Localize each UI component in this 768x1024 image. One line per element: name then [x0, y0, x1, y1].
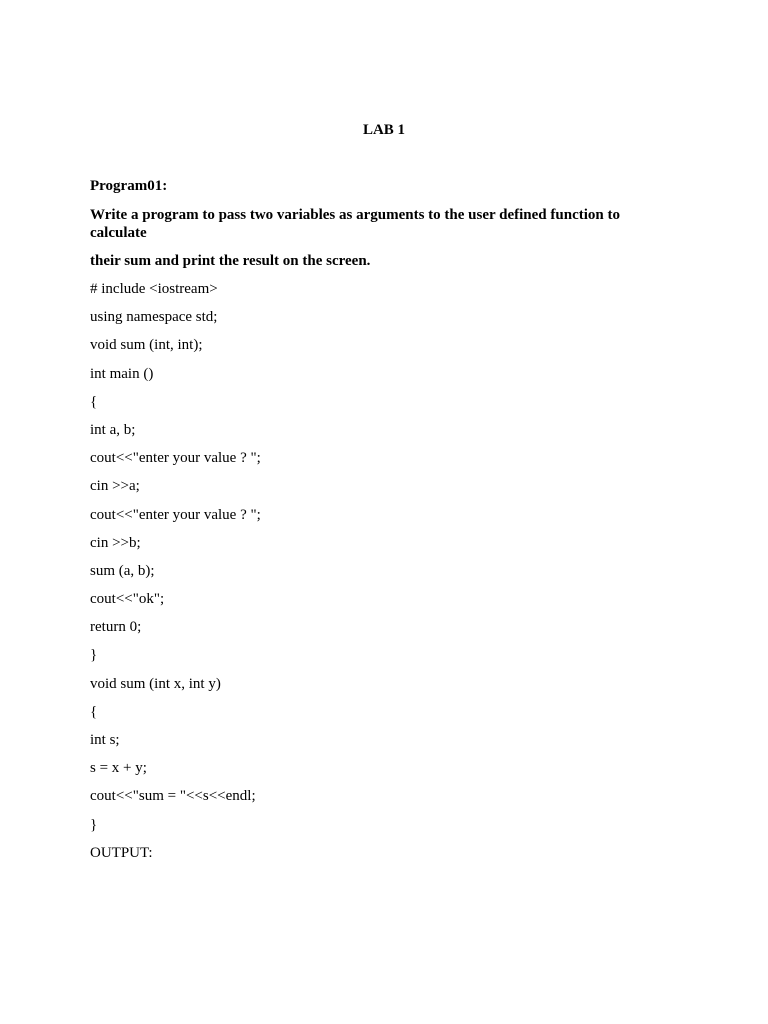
code-line: {	[90, 703, 98, 720]
task-description-line-1: Write a program to pass two variables as arguments to the user defined function to calculate	[90, 207, 620, 241]
code-line: }	[90, 816, 98, 833]
code-line: void sum (int, int);	[90, 337, 203, 354]
code-line: int s;	[90, 732, 120, 748]
code-line: sum (a, b);	[90, 562, 155, 579]
code-line: cin >>b;	[90, 534, 141, 551]
code-line: void sum (int x, int y)	[90, 675, 221, 692]
code-line: using namespace std;	[90, 309, 218, 326]
program-label: Program01:	[90, 178, 168, 194]
code-line: cout<<"sum = "<<s<<endl;	[90, 788, 256, 805]
code-line: s = x + y;	[90, 760, 147, 777]
code-line: }	[90, 647, 98, 664]
code-line: cout<<"enter your value ? ";	[90, 450, 261, 467]
code-line: int main ()	[90, 365, 154, 382]
code-line: int a, b;	[90, 421, 136, 438]
code-line: {	[90, 393, 98, 410]
code-listing	[90, 280, 261, 872]
code-line: OUTPUT:	[90, 844, 153, 861]
code-line: # include <iostream>	[90, 281, 218, 297]
page-title: LAB 1	[362, 122, 406, 138]
code-line: cin >>a;	[90, 478, 140, 495]
code-line: cout<<"enter your value ? ";	[90, 506, 261, 523]
code-line: return 0;	[90, 619, 142, 636]
code-line: cout<<"ok";	[90, 591, 165, 608]
task-description-line-2: their sum and print the result on the screen.	[90, 253, 371, 269]
